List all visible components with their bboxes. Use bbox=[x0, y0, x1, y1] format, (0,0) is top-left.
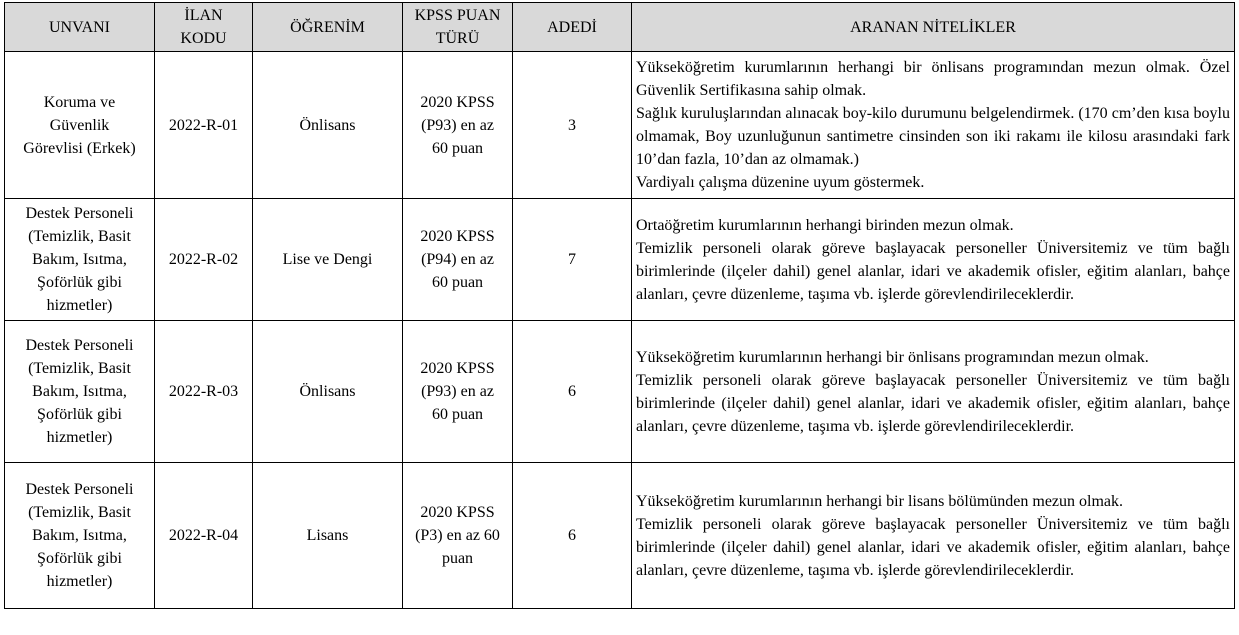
cell-unvan: Destek Personeli (Temizlik, Basit Bakım, Isıtma, Şoförlük gibi hizmetler) bbox=[5, 321, 155, 463]
cell-nitelikler bbox=[632, 52, 1235, 199]
cell-nitelikler bbox=[632, 463, 1235, 609]
cell-kpss: 2020 KPSS (P3) en az 60 puan bbox=[403, 463, 513, 609]
table-row bbox=[5, 199, 1235, 321]
nitelik-paragraph: Temizlik personeli olarak göreve başlayacak personeller Üniversitemiz ve tüm bağlı birimlerinde (ilçeler dahil) genel alanlar, idari ve akademik ofisler, eğitim alanları, bahçe alanları, çevre düzenleme, taşıma vb. işlerde görevlendirileceklerdir. bbox=[636, 371, 1230, 435]
nitelik-paragraph: Yükseköğretim kurumlarının herhangi bir önlisans programından mezun olmak. bbox=[636, 348, 1149, 366]
cell-unvan: Koruma ve Güvenlik Görevlisi (Erkek) bbox=[5, 52, 155, 199]
cell-kpss: 2020 KPSS (P93) en az 60 puan bbox=[403, 321, 513, 463]
cell-adedi: 7 bbox=[513, 199, 632, 321]
table-header-row bbox=[5, 3, 1235, 52]
cell-ilan-kodu: 2022-R-01 bbox=[155, 52, 253, 199]
nitelik-paragraph: Yükseköğretim kurumlarının herhangi bir önlisans programından mezun olmak. Özel Güvenlik Sertifikasına sahip olmak. bbox=[636, 59, 1230, 99]
cell-nitelikler bbox=[632, 321, 1235, 463]
header-kpss-puan-turu: KPSS PUAN TÜRÜ bbox=[403, 3, 513, 52]
header-adedi: ADEDİ bbox=[513, 3, 632, 52]
cell-ilan-kodu: 2022-R-03 bbox=[155, 321, 253, 463]
cell-ilan-kodu: 2022-R-04 bbox=[155, 463, 253, 609]
cell-unvan: Destek Personeli (Temizlik, Basit Bakım, Isıtma, Şoförlük gibi hizmetler) bbox=[5, 199, 155, 321]
cell-nitelikler bbox=[632, 199, 1235, 321]
cell-unvan: Destek Personeli (Temizlik, Basit Bakım, Isıtma, Şoförlük gibi hizmetler) bbox=[5, 463, 155, 609]
nitelik-paragraph: Ortaöğretim kurumlarının herhangi birinden mezun olmak. bbox=[636, 216, 1014, 234]
nitelik-paragraph: Temizlik personeli olarak göreve başlayacak personeller Üniversitemiz ve tüm bağlı birimlerinde (ilçeler dahil) genel alanlar, idari ve akademik ofisler, eğitim alanları, bahçe alanları, çevre düzenleme, taşıma vb. işlerde görevlendirileceklerdir. bbox=[636, 239, 1230, 303]
header-aranan-nitelikler: ARANAN NİTELİKLER bbox=[632, 3, 1235, 52]
cell-adedi: 3 bbox=[513, 52, 632, 199]
header-ilan-kodu: İLAN KODU bbox=[155, 3, 253, 52]
job-listing-table bbox=[4, 2, 1235, 609]
cell-adedi: 6 bbox=[513, 321, 632, 463]
cell-ogrenim: Lisans bbox=[253, 463, 403, 609]
cell-ogrenim: Lise ve Dengi bbox=[253, 199, 403, 321]
nitelik-paragraph: Sağlık kuruluşlarından alınacak boy-kilo durumunu belgelendirmek. (170 cm’den kısa boylu olmamak, Boy uzunluğunun santimetre cinsinden son iki rakamı ile kilosu arasındaki fark 10’dan fazla, 10’dan az olmamak.) bbox=[636, 105, 1230, 168]
cell-ogrenim: Önlisans bbox=[253, 321, 403, 463]
table-row bbox=[5, 52, 1235, 199]
header-unvan: UNVANI bbox=[5, 3, 155, 52]
table-row bbox=[5, 321, 1235, 463]
header-ogrenim: ÖĞRENİM bbox=[253, 3, 403, 52]
cell-adedi: 6 bbox=[513, 463, 632, 609]
table-row bbox=[5, 463, 1235, 609]
cell-kpss: 2020 KPSS (P93) en az 60 puan bbox=[403, 52, 513, 199]
nitelik-paragraph: Yükseköğretim kurumlarının herhangi bir lisans bölümünden mezun olmak. bbox=[636, 492, 1124, 510]
nitelik-paragraph: Temizlik personeli olarak göreve başlayacak personeller Üniversitemiz ve tüm bağlı birimlerinde (ilçeler dahil) genel alanlar, idari ve akademik ofisler, eğitim alanları, bahçe alanları, çevre düzenleme, taşıma vb. işlerde görevlendirileceklerdir. bbox=[636, 515, 1230, 579]
cell-ogrenim: Önlisans bbox=[253, 52, 403, 199]
cell-kpss: 2020 KPSS (P94) en az 60 puan bbox=[403, 199, 513, 321]
nitelik-paragraph: Vardiyalı çalışma düzenine uyum göstermek. bbox=[636, 174, 925, 191]
cell-ilan-kodu: 2022-R-02 bbox=[155, 199, 253, 321]
